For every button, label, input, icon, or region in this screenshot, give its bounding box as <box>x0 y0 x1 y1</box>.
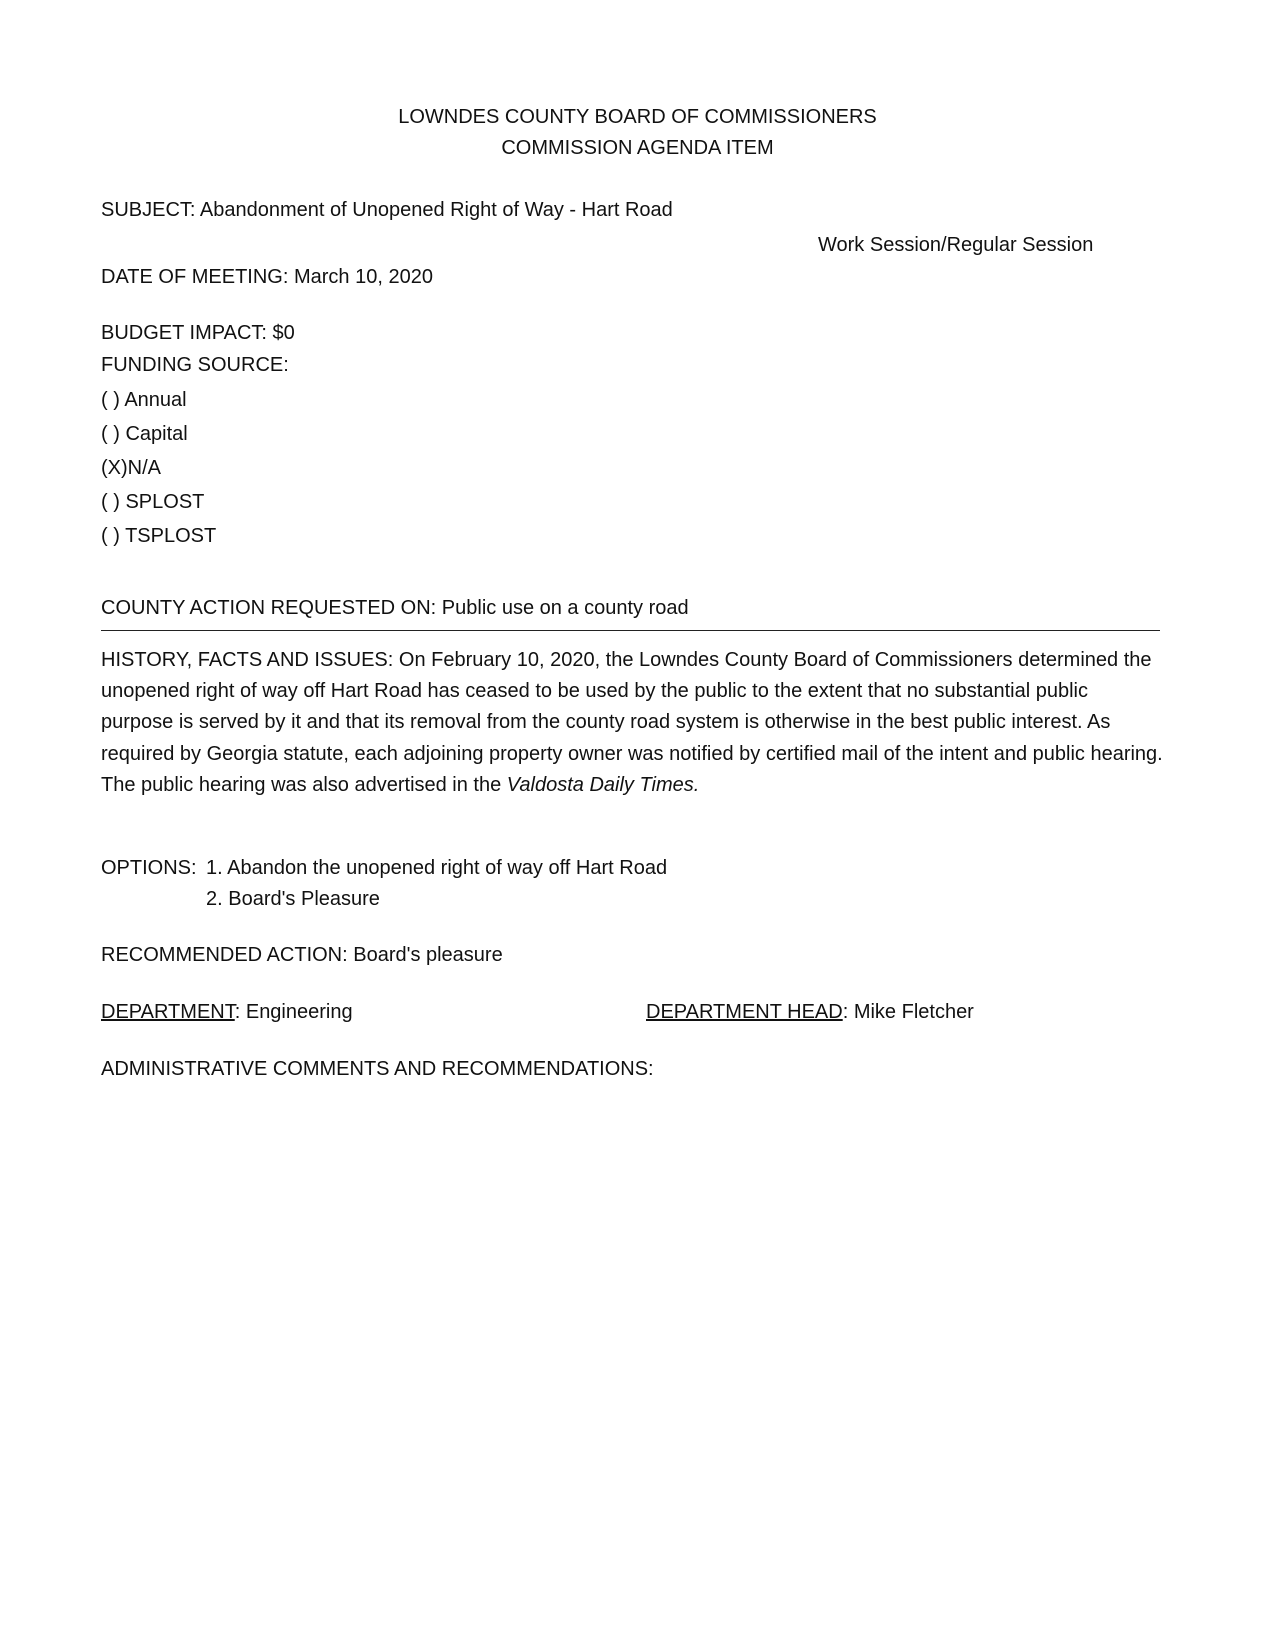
org-title: LOWNDES COUNTY BOARD OF COMMISSIONERS <box>398 106 877 128</box>
funding-option-tsplost <box>101 523 216 549</box>
meeting-date-label: DATE OF MEETING: <box>101 266 289 288</box>
session-type: Work Session/Regular Session <box>818 234 1094 256</box>
publication-name: Valdosta Daily Times. <box>506 773 700 796</box>
funding-option-label: Annual <box>124 389 187 411</box>
funding-source-label: FUNDING SOURCE: <box>101 354 289 376</box>
department-head-label: DEPARTMENT HEAD <box>646 1001 843 1023</box>
doc-type-title: COMMISSION AGENDA ITEM <box>501 137 774 159</box>
options-label: OPTIONS: <box>101 857 197 879</box>
option-item-1: 1. Abandon the unopened right of way off Hart Road <box>206 857 668 879</box>
meeting-date-row <box>101 264 433 290</box>
funding-option-mark: ( ) <box>101 389 120 411</box>
funding-option-label: TSPLOST <box>125 525 217 547</box>
recommended-action-value: Board's pleasure <box>353 944 503 966</box>
funding-option-label: Capital <box>125 423 188 445</box>
subject-row <box>101 197 673 223</box>
funding-option-mark: ( ) <box>101 491 120 513</box>
option-item-2: 2. Board's Pleasure <box>206 888 380 910</box>
budget-impact-row <box>101 320 295 346</box>
funding-option-label: N/A <box>127 457 162 479</box>
subject-value: Abandonment of Unopened Right of Way - Hart Road <box>199 199 673 221</box>
department-row <box>101 999 353 1025</box>
funding-option-annual <box>101 387 187 413</box>
funding-option-label: SPLOST <box>125 491 205 513</box>
department-label: DEPARTMENT <box>101 1001 235 1023</box>
funding-option-mark: ( ) <box>101 423 120 445</box>
history-text: On February 10, 2020, the Lowndes County Board of Commissioners determined the unopened right of way off Hart Road has ceased to be used by the public to the extent that no substantial public purpose is served by it and that its removal from the county road system is otherwise in the best public interest. As required by Georgia statute, each adjoining property owner was notified by certified mail of the intent and public hearing. The public hearing was also advertised in the <box>101 649 1163 796</box>
recommended-action-row <box>101 942 503 968</box>
history-paragraph <box>101 645 1163 801</box>
department-value: : Engineering <box>234 1001 353 1023</box>
funding-option-na <box>101 455 161 481</box>
admin-comments-label: ADMINISTRATIVE COMMENTS AND RECOMMENDATIONS: <box>101 1058 654 1080</box>
subject-label: SUBJECT: <box>101 199 196 221</box>
budget-impact-value: $0 <box>272 322 295 344</box>
funding-option-splost <box>101 489 204 515</box>
county-action-label: COUNTY ACTION REQUESTED ON: <box>101 597 437 619</box>
history-label: HISTORY, FACTS AND ISSUES: <box>101 649 394 671</box>
recommended-action-label: RECOMMENDED ACTION: <box>101 944 348 966</box>
department-head-row <box>646 999 974 1025</box>
budget-impact-label: BUDGET IMPACT: <box>101 322 267 344</box>
county-action-row <box>101 595 689 621</box>
meeting-date-value: March 10, 2020 <box>293 266 433 288</box>
funding-option-capital <box>101 421 188 447</box>
department-head-value: : Mike Fletcher <box>842 1001 974 1023</box>
funding-option-mark: (X) <box>101 457 128 479</box>
county-action-value: Public use on a county road <box>441 597 689 619</box>
section-divider <box>101 630 1160 631</box>
funding-option-mark: ( ) <box>101 525 120 547</box>
